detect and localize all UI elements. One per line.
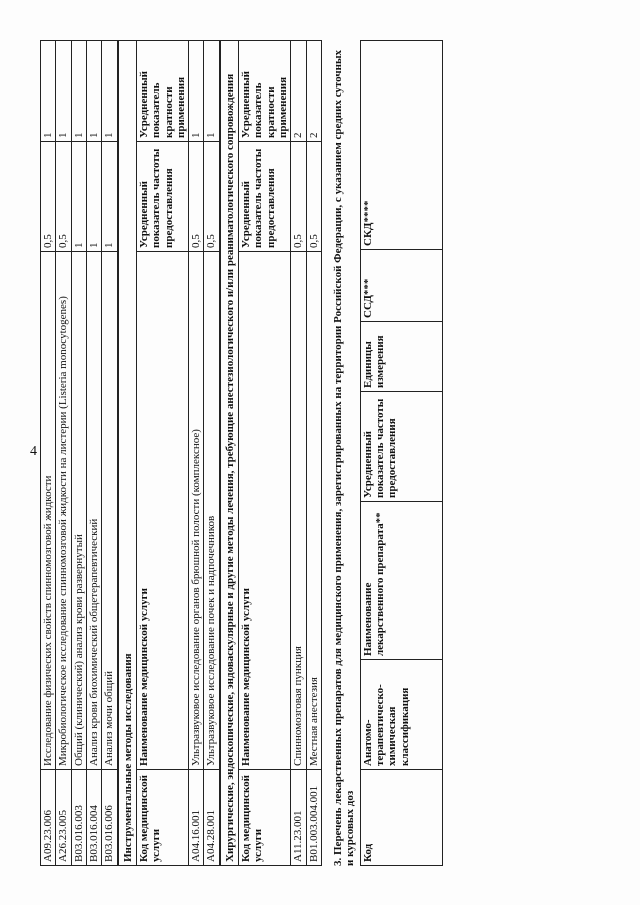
header-row bbox=[360, 41, 442, 866]
service-name: Ультразвуковое исследование почек и надпочечников bbox=[204, 252, 219, 770]
service-code: B03.016.006 bbox=[102, 770, 117, 866]
header-name: Наименование медицинской услуги bbox=[239, 252, 291, 770]
header-code: Код медицинской услуги bbox=[239, 770, 291, 866]
service-name: Анализ мочи общий bbox=[102, 252, 117, 770]
frequency-value: 1 bbox=[86, 142, 101, 252]
multiplicity-value: 1 bbox=[189, 41, 204, 142]
frequency-value: 0,5 bbox=[189, 142, 204, 252]
service-code: A09.23.006 bbox=[41, 770, 56, 866]
surgical-methods-table bbox=[220, 40, 322, 866]
instrumental-methods-table bbox=[118, 40, 220, 866]
service-name: Анализ крови биохимический общетерапевтический bbox=[86, 252, 101, 770]
header-units: Единицы измерения bbox=[360, 322, 442, 392]
multiplicity-value: 1 bbox=[86, 41, 101, 142]
multiplicity-value: 2 bbox=[291, 40, 306, 141]
service-code: B01.003.004.001 bbox=[306, 770, 321, 866]
service-code: A11.23.001 bbox=[291, 770, 306, 866]
service-name: Местная анестезия bbox=[306, 252, 321, 770]
header-row bbox=[136, 41, 188, 866]
service-name: Общий (клинический) анализ крови развернутый bbox=[71, 252, 86, 770]
header-row bbox=[239, 40, 291, 865]
frequency-value: 0,5 bbox=[291, 142, 306, 252]
service-name: Ультразвуковое исследование органов брюшной полости (комплексное) bbox=[189, 252, 204, 770]
service-name: Микробиологическое исследование спинномозговой жидкости на листерии (Listeria monocytogenes) bbox=[56, 252, 71, 770]
multiplicity-value: 1 bbox=[41, 41, 56, 142]
service-name: Исследование физических свойств спинномозговой жидкости bbox=[41, 252, 56, 770]
lab-methods-table bbox=[40, 40, 118, 866]
table-row bbox=[56, 41, 71, 866]
drugs-table bbox=[360, 40, 443, 866]
rotated-page-content bbox=[40, 41, 600, 866]
header-frequency: Усредненный показатель частоты предоставления bbox=[239, 142, 291, 252]
table-row bbox=[102, 41, 117, 866]
frequency-value: 0,5 bbox=[306, 142, 321, 252]
multiplicity-value: 1 bbox=[56, 41, 71, 142]
header-frequency: Усредненный показатель частоты предоставления bbox=[136, 142, 188, 252]
header-drug-name: Наименование лекарственного препарата** bbox=[360, 502, 442, 660]
multiplicity-value: 1 bbox=[71, 41, 86, 142]
header-name: Наименование медицинской услуги bbox=[136, 252, 188, 770]
frequency-value: 0,5 bbox=[41, 142, 56, 252]
drugs-section-title: 3. Перечень лекарственных препаратов для медицинского применения, зарегистрированных на территории Российской Федерации, с указанием средних суточных и курсовых доз bbox=[331, 49, 357, 866]
service-name: Спинномозговая пункция bbox=[291, 252, 306, 770]
table-row bbox=[86, 41, 101, 866]
header-atc-classification: Анатомо-терапевтическо-химическая классификация bbox=[360, 660, 442, 770]
table-row bbox=[306, 40, 321, 865]
service-code: A04.28.001 bbox=[204, 770, 219, 866]
header-multiplicity: Усредненный показатель кратности применения bbox=[136, 41, 188, 142]
service-code: B03.016.003 bbox=[71, 770, 86, 866]
multiplicity-value: 1 bbox=[102, 41, 117, 142]
service-code: B03.016.004 bbox=[86, 770, 101, 866]
header-ssd: ССД*** bbox=[360, 250, 442, 322]
section-title: Инструментальные методы исследования bbox=[118, 41, 136, 866]
page-number: 4 bbox=[30, 444, 37, 459]
service-code: A04.16.001 bbox=[189, 770, 204, 866]
header-code: Код bbox=[360, 770, 442, 866]
table-row bbox=[291, 40, 306, 865]
multiplicity-value: 2 bbox=[306, 40, 321, 141]
table-row bbox=[189, 41, 204, 866]
header-frequency: Усредненный показатель частоты предоставления bbox=[360, 392, 442, 502]
table-row bbox=[71, 41, 86, 866]
table-row bbox=[41, 41, 56, 866]
frequency-value: 1 bbox=[102, 142, 117, 252]
multiplicity-value: 1 bbox=[204, 41, 219, 142]
frequency-value: 0,5 bbox=[56, 142, 71, 252]
header-code: Код медицинской услуги bbox=[136, 770, 188, 866]
service-code: A26.23.005 bbox=[56, 770, 71, 866]
header-multiplicity: Усредненный показатель кратности применения bbox=[239, 40, 291, 141]
table-row bbox=[204, 41, 219, 866]
frequency-value: 1 bbox=[71, 142, 86, 252]
frequency-value: 0,5 bbox=[204, 142, 219, 252]
section-title: Хирургические, эндоскопические, эндоваскулярные и другие методы лечения, требующие анестезиологического и/или реаниматологического сопровождения bbox=[220, 40, 238, 865]
header-skd: СКД**** bbox=[360, 41, 442, 250]
